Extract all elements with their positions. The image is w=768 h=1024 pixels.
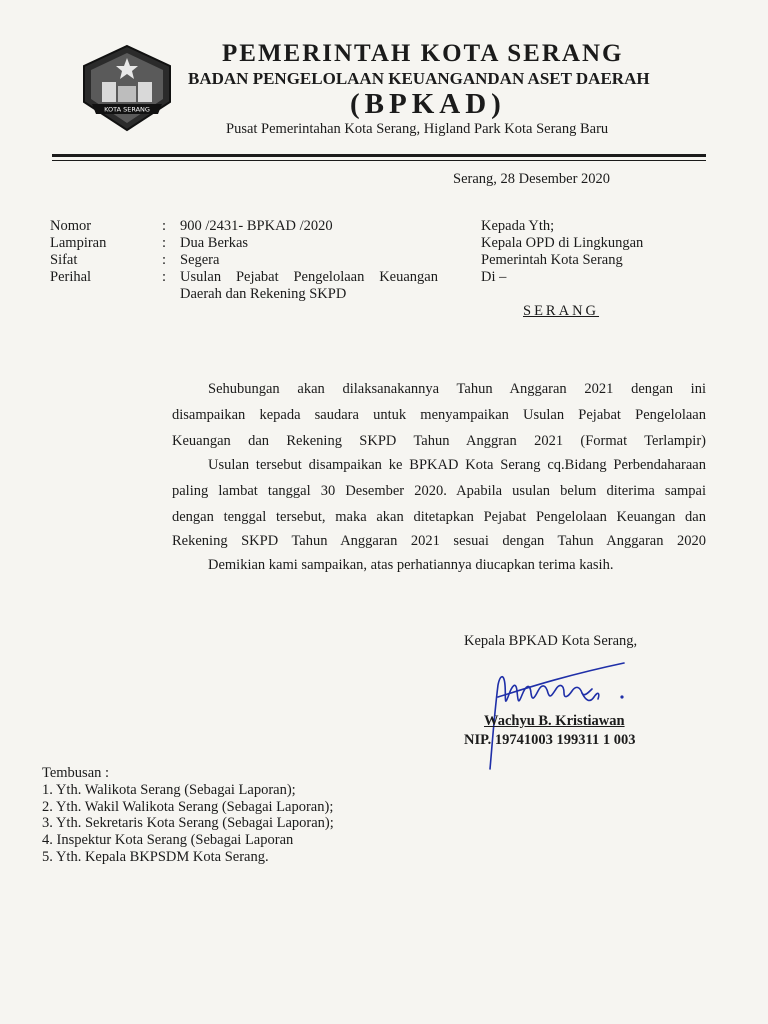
meta-colon: : — [162, 269, 167, 285]
city-emblem-logo — [78, 44, 176, 132]
letter-date: Serang, 28 Desember 2020 — [453, 171, 611, 187]
meta-value-subject-cont: Daerah dan Rekening SKPD — [180, 286, 347, 302]
meta-label-subject: Perihal — [50, 269, 92, 285]
letterhead-agency-acronym: (BPKAD) — [350, 88, 506, 120]
cc-item: 1. Yth. Walikota Serang (Sebagai Laporan); — [42, 782, 296, 798]
meta-colon: : — [162, 218, 167, 234]
signatory-nip: NIP. 19741003 199311 1 003 — [464, 732, 636, 748]
letterhead-rule-thick — [52, 154, 706, 157]
meta-label-number: Nomor — [50, 218, 92, 234]
meta-colon: : — [162, 252, 167, 268]
body-p1-line3: Keuangan dan Rekening SKPD Tahun Anggran 2021 (Format Terlampir) — [172, 433, 706, 449]
cc-item: 3. Yth. Sekretaris Kota Serang (Sebagai Laporan); — [42, 815, 334, 831]
letterhead-rule-thin — [52, 160, 706, 161]
meta-label-nature: Sifat — [50, 252, 78, 268]
cc-item: 2. Yth. Wakil Walikota Serang (Sebagai Laporan); — [42, 799, 334, 815]
cc-item: 5. Yth. Kepala BKPSDM Kota Serang. — [42, 849, 269, 865]
recipient-position: Kepala OPD di Lingkungan — [481, 235, 644, 251]
cc-heading: Tembusan : — [42, 765, 110, 781]
body-p2-line2: paling lambat tanggal 30 Desember 2020. Apabila usulan belum diterima sampai — [172, 483, 706, 499]
body-p1-line2: disampaikan kepada saudara untuk menyampaikan Usulan Pejabat Pengelolaan — [172, 407, 706, 423]
body-p2-line4: Rekening SKPD Tahun Anggaran 2021 sesuai dengan Tahun Anggaran 2020 — [172, 533, 706, 549]
logo-banner-text: KOTA SERANG — [104, 105, 150, 114]
signatory-name: Wachyu B. Kristiawan — [484, 713, 625, 729]
meta-value-subject: Usulan Pejabat Pengelolaan Keuangan — [180, 269, 438, 285]
recipient-organization: Pemerintah Kota Serang — [481, 252, 623, 268]
meta-value-nature: Segera — [180, 252, 220, 268]
body-p2-line3: dengan tenggal tersebut, maka akan ditetapkan Pejabat Pengelolaan Keuangan dan — [172, 509, 706, 525]
letterhead-address: Pusat Pemerintahan Kota Serang, Higland Park Kota Serang Baru — [226, 121, 609, 137]
body-p2-line1: Usulan tersebut disampaikan ke BPKAD Kota Serang cq.Bidang Perbendaharaan — [208, 457, 706, 473]
signatory-title: Kepala BPKAD Kota Serang, — [464, 633, 638, 649]
meta-label-attachment: Lampiran — [50, 235, 107, 251]
meta-colon: : — [162, 235, 167, 251]
body-closing: Demikian kami sampaikan, atas perhatiannya diucapkan terima kasih. — [208, 557, 614, 573]
letterhead-agency-name: BADAN PENGELOLAAN KEUANGANDAN ASET DAERAH — [188, 69, 650, 88]
recipient-city: SERANG — [523, 303, 600, 319]
meta-value-number: 900 /2431- BPKAD /2020 — [180, 218, 333, 234]
body-p1-line1: Sehubungan akan dilaksanakannya Tahun Anggaran 2021 dengan ini — [208, 381, 706, 397]
letterhead-government-name: PEMERINTAH KOTA SERANG — [222, 40, 624, 67]
cc-item: 4. Inspektur Kota Serang (Sebagai Laporan — [42, 832, 294, 848]
recipient-location-prefix: Di – — [481, 269, 507, 285]
recipient-salutation: Kepada Yth; — [481, 218, 555, 234]
meta-value-attachment: Dua Berkas — [180, 235, 249, 251]
